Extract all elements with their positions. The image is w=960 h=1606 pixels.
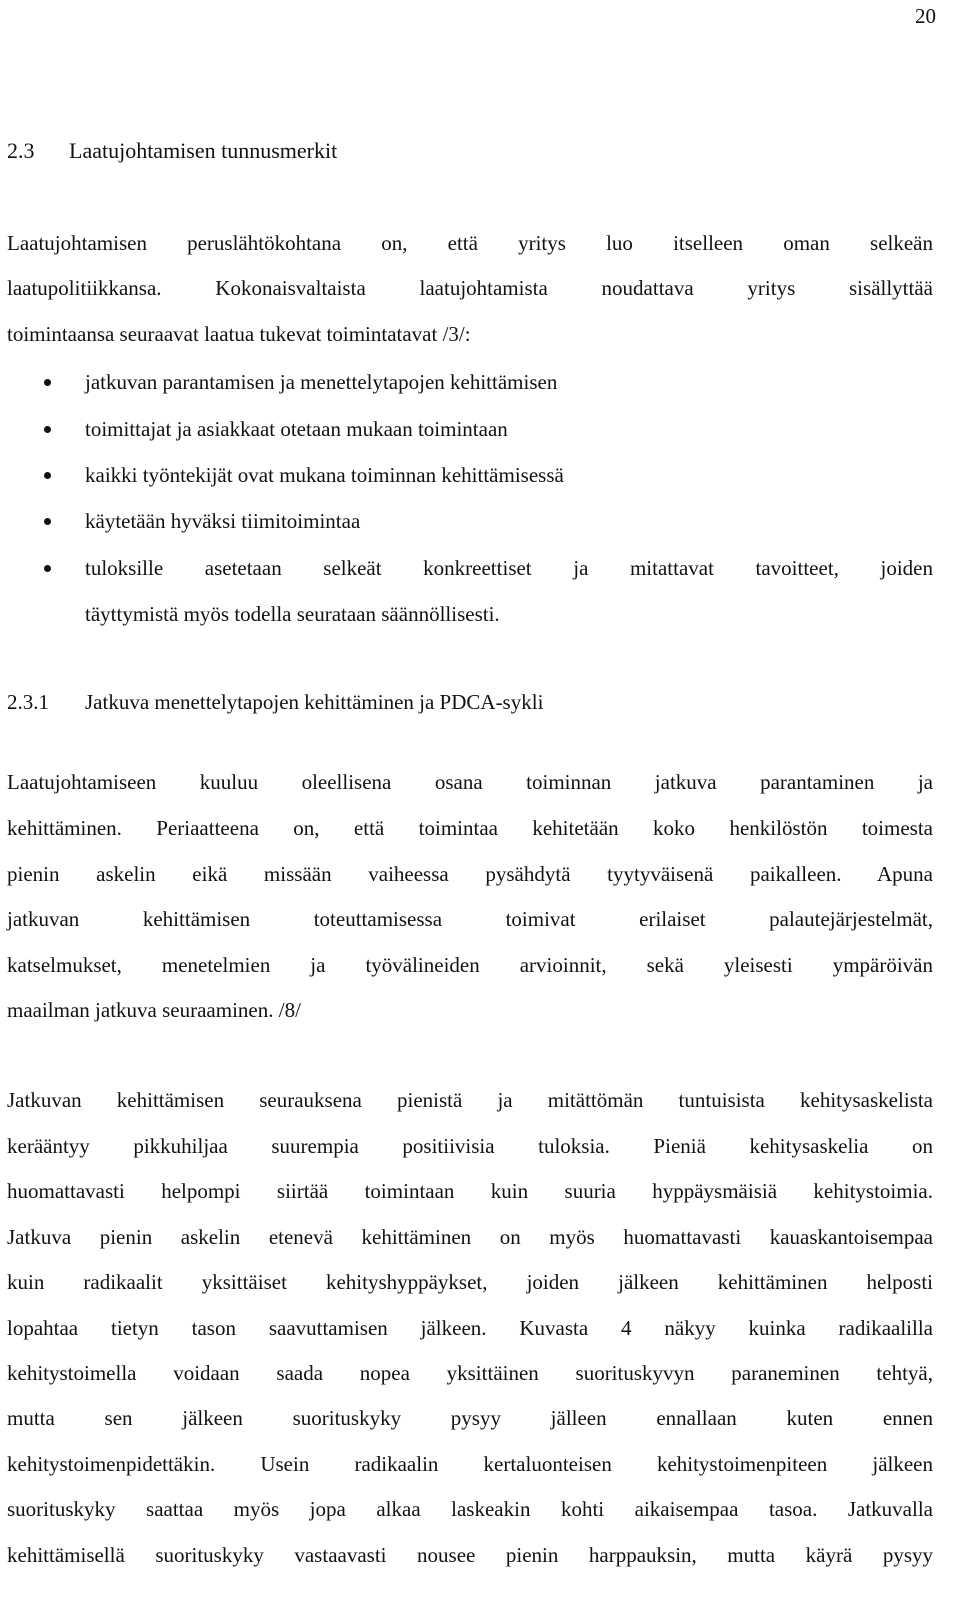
intro-line: toimintaansa seuraavat laatua tukevat toimintatavat /3/:	[7, 322, 471, 346]
list-item: tuloksille asetetaan selkeät konkreettiset ja mitattavat tavoitteet, joiden	[85, 556, 933, 580]
paragraph-line: katselmukset, menetelmien ja työvälineiden arvioinnit, sekä yleisesti ympäröivän	[7, 953, 933, 977]
paragraph-line: kehitystoimenpidettäkin. Usein radikaalin kertaluonteisen kehitystoimenpiteen jälkeen	[7, 1452, 933, 1476]
paragraph-line: suorituskyky saattaa myös jopa alkaa laskeakin kohti aikaisempaa tasoa. Jatkuvalla	[7, 1497, 933, 1521]
subsection-heading	[7, 690, 543, 715]
list-item: kaikki työntekijät ovat mukana toiminnan kehittämisessä	[85, 463, 564, 487]
paragraph-line: kehittämisellä suorituskyky vastaavasti nousee pienin harppauksin, mutta käyrä pysyy	[7, 1543, 933, 1567]
intro-line: laatupolitiikkansa. Kokonaisvaltaista laatujohtamista noudattava yritys sisällyttää	[7, 276, 933, 300]
bullet-dot-icon	[44, 426, 51, 433]
paragraph-line: kehittäminen. Periaatteena on, että toimintaa kehitetään koko henkilöstön toimesta	[7, 816, 933, 840]
list-item: toimittajat ja asiakkaat otetaan mukaan toimintaan	[85, 417, 508, 441]
list-item: jatkuvan parantamisen ja menettelytapojen kehittämisen	[85, 370, 558, 394]
section-title: Laatujohtamisen tunnusmerkit	[69, 138, 338, 163]
paragraph-line: jatkuvan kehittämisen toteuttamisessa toimivat erilaiset palautejärjestelmät,	[7, 907, 933, 931]
paragraph-line: Jatkuva pienin askelin etenevä kehittäminen on myös huomattavasti kauaskantoisempaa	[7, 1225, 933, 1249]
subsection-number: 2.3.1	[7, 690, 49, 714]
paragraph-line: mutta sen jälkeen suorituskyky pysyy jälleen ennallaan kuten ennen	[7, 1406, 933, 1430]
paragraph-line: pienin askelin eikä missään vaiheessa pysähdytä tyytyväisenä paikalleen. Apuna	[7, 862, 933, 886]
list-item: käytetään hyväksi tiimitoimintaa	[85, 509, 361, 533]
subsection-title: Jatkuva menettelytapojen kehittäminen ja PDCA-sykli	[85, 690, 544, 714]
paragraph-line: kuin radikaalit yksittäiset kehityshyppäykset, joiden jälkeen kehittäminen helposti	[7, 1270, 933, 1294]
paragraph-line: huomattavasti helpompi siirtää toimintaan kuin suuria hyppäysmäisiä kehitystoimia.	[7, 1179, 933, 1203]
bullet-dot-icon	[44, 565, 51, 572]
paragraph-line: maailman jatkuva seuraaminen. /8/	[7, 998, 301, 1022]
page-number: 20	[915, 4, 936, 28]
paragraph-line: Laatujohtamiseen kuuluu oleellisena osana toiminnan jatkuva parantaminen ja	[7, 770, 933, 794]
bullet-dot-icon	[44, 518, 51, 525]
section-number: 2.3	[7, 138, 35, 163]
paragraph-line: kehitystoimella voidaan saada nopea yksittäinen suorituskyvyn paraneminen tehtyä,	[7, 1361, 933, 1385]
bullet-dot-icon	[44, 472, 51, 479]
section-heading	[7, 138, 337, 164]
paragraph-line: lopahtaa tietyn tason saavuttamisen jälkeen. Kuvasta 4 näkyy kuinka radikaalilla	[7, 1316, 933, 1340]
bullet-dot-icon	[44, 379, 51, 386]
list-item-continuation: täyttymistä myös todella seurataan säännöllisesti.	[85, 602, 500, 626]
paragraph-line: kerääntyy pikkuhiljaa suurempia positiivisia tuloksia. Pieniä kehitysaskelia on	[7, 1134, 933, 1158]
paragraph-line: Jatkuvan kehittämisen seurauksena pienistä ja mitättömän tuntuisista kehitysaskelista	[7, 1088, 933, 1112]
intro-line: Laatujohtamisen peruslähtökohtana on, että yritys luo itselleen oman selkeän	[7, 231, 933, 255]
